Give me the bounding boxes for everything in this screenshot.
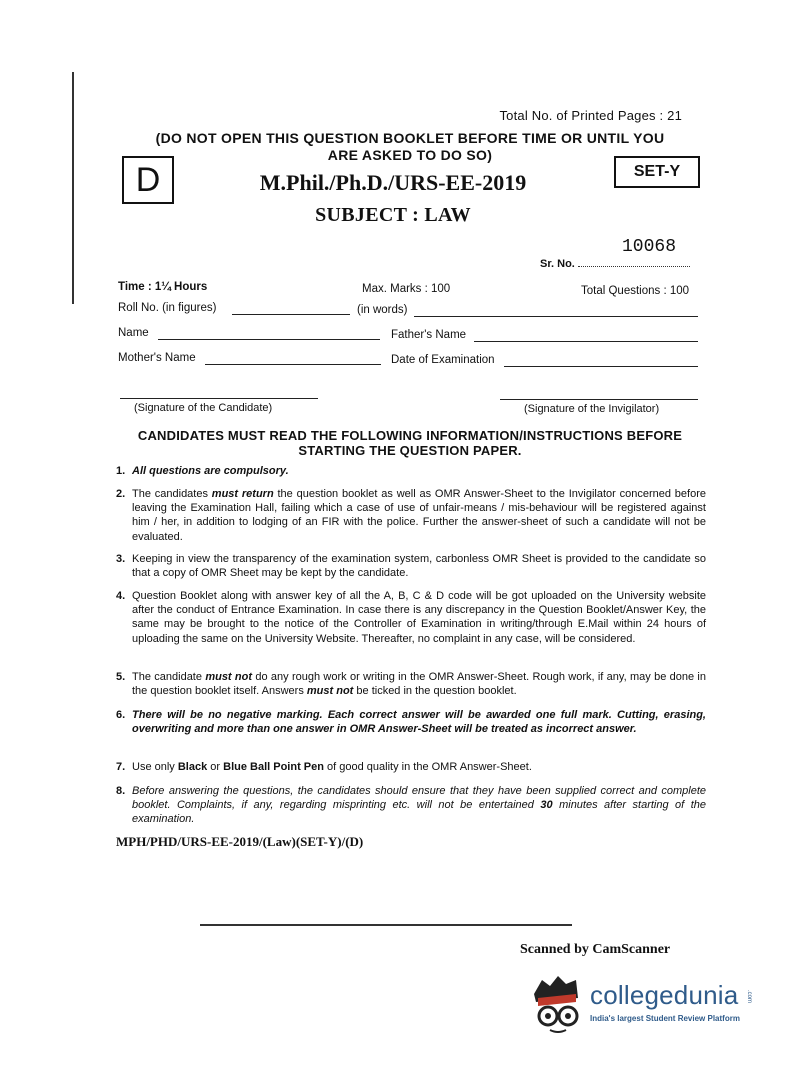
- serial-label: Sr. No.: [540, 258, 575, 270]
- item-number: 2.: [116, 488, 126, 500]
- instructions-heading-line-1: CANDIDATES MUST READ THE FOLLOWING INFORMATION/INSTRUCTIONS BEFORE: [137, 428, 683, 443]
- item-text: Keeping in view the transparency of the examination system, carbonless OMR Sheet is provided to the candidate so that a copy of OMR Sheet may be kept by the candidate.: [132, 553, 706, 580]
- date-of-exam-field[interactable]: [504, 366, 698, 367]
- serial-number: 10068: [622, 237, 677, 257]
- item-text: of good quality in the OMR Answer-Sheet.: [323, 761, 532, 773]
- brand-name: collegedunia: [590, 980, 739, 1010]
- total-questions: Total Questions : 100: [581, 285, 690, 297]
- item-emphasis: must not: [205, 671, 253, 683]
- warning-line-1: (DO NOT OPEN THIS QUESTION BOOKLET BEFORE TIME OR UNTIL YOU: [155, 130, 665, 146]
- item-text: minutes after starting of the examination.: [132, 799, 706, 826]
- warning-line-2: ARE ASKED TO DO SO): [327, 147, 493, 163]
- instruction-item-2: [116, 487, 706, 544]
- date-of-exam-label: Date of Examination: [391, 354, 495, 366]
- roll-figures-field[interactable]: [232, 314, 350, 315]
- set-box: SET-Y: [614, 156, 700, 188]
- instructions-heading-line-2: STARTING THE QUESTION PAPER.: [298, 443, 522, 458]
- serial-dotted-line: [578, 256, 690, 267]
- item-number: 5.: [116, 671, 126, 683]
- candidate-signature-label: (Signature of the Candidate): [134, 402, 273, 414]
- collegedunia-mascot-icon: [528, 972, 586, 1040]
- printed-pages-count: Total No. of Printed Pages : 21: [499, 108, 682, 123]
- instructions-heading: [100, 428, 720, 458]
- item-number: 3.: [116, 553, 126, 565]
- item-text: do any rough work or writing in the OMR Answer-Sheet. Rough work, if any, may be done in the question booklet itself. Answers: [132, 671, 706, 698]
- item-text: Use only: [132, 761, 178, 773]
- fathers-name-field[interactable]: [474, 341, 698, 342]
- roll-words-field[interactable]: [414, 316, 698, 317]
- item-number: 7.: [116, 761, 126, 773]
- name-label: Name: [118, 327, 149, 339]
- item-text: All questions are compulsory.: [132, 465, 289, 477]
- item-bold: 30: [540, 799, 553, 812]
- item-number: 1.: [116, 465, 126, 477]
- item-text: be ticked in the question booklet.: [353, 685, 517, 698]
- scanned-by-label: Scanned by CamScanner: [520, 942, 671, 957]
- item-number: 8.: [116, 785, 126, 797]
- paper-code: MPH/PHD/URS-EE-2019/(Law)(SET-Y)/(D): [116, 834, 364, 849]
- mothers-name-field[interactable]: [205, 364, 381, 365]
- instruction-item-4: [116, 589, 706, 646]
- item-number: 6.: [116, 709, 126, 721]
- brand-suffix: .com: [746, 990, 752, 1004]
- item-text: The candidate: [132, 671, 206, 683]
- subject-title: SUBJECT : LAW: [315, 204, 471, 226]
- instruction-item-8: [116, 784, 706, 827]
- brand-tagline: India's largest Student Review Platform: [590, 1014, 740, 1023]
- mothers-name-label: Mother's Name: [118, 352, 196, 364]
- instruction-item-3: [116, 552, 706, 580]
- invigilator-signature-line[interactable]: [500, 399, 698, 400]
- fathers-name-label: Father's Name: [391, 329, 467, 341]
- instruction-item-6: [116, 708, 706, 736]
- in-words-label: (in words): [357, 304, 408, 316]
- item-text: There will be no negative marking. Each correct answer will be awarded one full mark. Cutting, erasing, overwriting and more than one answer in OMR Answer-Sheet will be treated as incorrect answer.: [132, 709, 706, 736]
- time-label: Time : 1¼ Hours: [118, 281, 208, 293]
- item-bold: Black: [177, 761, 208, 773]
- item-text: The candidates: [132, 488, 212, 500]
- max-marks: Max. Marks : 100: [362, 283, 451, 295]
- item-emphasis: must return: [211, 488, 274, 500]
- item-text: Before answering the questions, the candidates should ensure that they have been supplied correct and complete booklet. Complaints, if any, regarding misprinting etc. will not be entertained: [132, 785, 706, 812]
- item-text: Question Booklet along with answer key of all the A, B, C & D code will be got uploaded on the University website after the conduct of Entrance Examination. In case there is any discrepancy in the Question Booklet/Answer Key, the same may be brought to the notice of the Controller of Examination in writing/through E.Mail within 24 hours of uploading the same on the University Website. Thereafter, no complaint in any case, will be considered.: [132, 590, 706, 645]
- item-bold: Blue Ball Point Pen: [223, 761, 324, 773]
- scan-artifact-line: [200, 924, 572, 926]
- instruction-item-7: [116, 760, 706, 774]
- instruction-item-5: [116, 670, 706, 698]
- roll-figures-label: Roll No. (in figures): [118, 302, 217, 314]
- item-text: or: [207, 761, 224, 773]
- candidate-signature-line[interactable]: [120, 398, 318, 399]
- name-field[interactable]: [158, 339, 380, 340]
- serial-row: [540, 256, 690, 270]
- item-text: the question booklet as well as OMR Answer-Sheet to the Invigilator concerned before leaving the Examination Hall, failing which a case of use of unfair-means / mis-behaviour will be registered against him / her, in addition to lodging of an FIR with the police. Further the answer-sheet of such a candidate will not be evaluated.: [132, 488, 706, 543]
- item-emphasis: must not: [306, 685, 354, 698]
- booklet-code-box: D: [122, 156, 174, 204]
- item-number: 4.: [116, 590, 126, 602]
- exam-title: M.Phil./Ph.D./URS-EE-2019: [259, 170, 527, 195]
- invigilator-signature-label: (Signature of the Invigilator): [524, 403, 660, 415]
- instruction-item-1: [116, 464, 706, 478]
